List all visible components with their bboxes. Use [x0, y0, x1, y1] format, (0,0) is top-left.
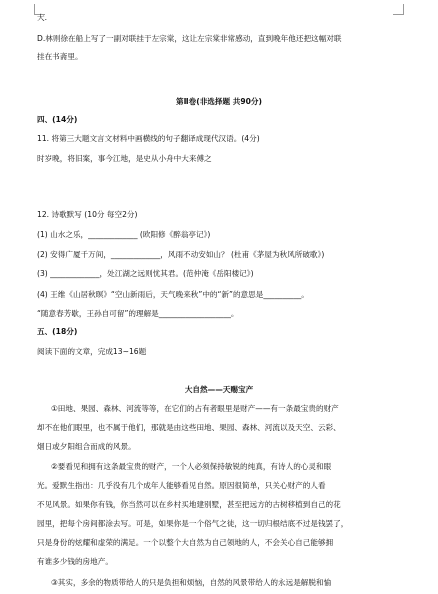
paragraph-2-line-5: 只是身份的炫耀和虚荣的满足。一个以整个大自然为自己领地的人，不会关心自己能够拥 — [37, 538, 334, 547]
question-12-item-2: (2) 安得广厦千万间，_____________，风雨不动安如山？ (杜甫《茅屋为秋风所破歌》) — [37, 250, 325, 259]
crop-mark-top-right — [393, 4, 404, 15]
section-5-header: 五、(18分) — [37, 327, 78, 336]
option-c-continuation: 大. — [37, 13, 48, 22]
question-11: 11. 将第三大题文言文材料中画横线的句子翻译成现代汉语。(4分) — [37, 134, 260, 143]
question-12-item-4b: “随意春芳歇，王孙自可留”的理解是___________________。 — [37, 309, 239, 318]
paragraph-3-line-1: ③其实，多余的物质带给人的只是负担和烦恼，自然的风景带给人的永远是解脱和愉 — [51, 578, 332, 587]
paragraph-2-line-4: 园里，把每个房间都涂去写。可是，如果你是一个俗气之徒，这一切归根结底不过是钱罢了， — [37, 519, 349, 528]
paragraph-1-line-2: 却不在他们眼里，也不属于他们，那就是由这些田地、果园、森林、河流以及天空、云彩、 — [37, 423, 341, 432]
article-title: 大自然——天赐宝产 — [184, 385, 254, 394]
section-5-instructions: 阅读下面的文章，完成13~16题 — [37, 347, 147, 356]
paragraph-2-line-3: 不见风景。如果你有钱，你当然可以在乡村买地建别墅，甚至把远方的古树移植到自己的花 — [37, 500, 341, 509]
section-2-title: 第Ⅱ卷(非选择题 共90分) — [176, 97, 262, 106]
paragraph-2-line-1: ②要看见和拥有这条最宝贵的财产，一个人必须保持敏锐的纯真，有诗人的心灵和眼 — [51, 462, 332, 471]
paragraph-1-line-1: ①田地、果园、森林、河流等等，在它们的占有者眼里是财产——有一条最宝贵的财产 — [51, 404, 339, 413]
paragraph-2-line-6: 有谁多少钱的房地产。 — [37, 557, 113, 566]
question-12: 12. 诗歌默写 (10分 每空2分) — [37, 210, 138, 219]
question-12-item-3: (3) _____________，处江湖之远则忧其君。(范仲淹《岳阳楼记》) — [37, 269, 254, 278]
paragraph-2-line-2: 光。爱默生指出：几乎没有几个成年人能够看见自然。原因很简单，只关心财产的人看 — [37, 481, 326, 490]
paragraph-1-line-3: 烟日或夕阳组合而成的风景。 — [37, 442, 136, 451]
question-11-sentence: 时岁晚，将旧案，事今江地，是史从小舟中大来傅之 — [37, 154, 212, 163]
question-12-item-1: (1) 山水之乐，_____________ (欧阳修《醉翁亭记》) — [37, 230, 211, 239]
section-4-header: 四、(14分) — [37, 115, 78, 124]
option-d-line-1: D.林则徐在船上写了一副对联挂于左宗棠，这让左宗棠非常感动，直到晚年他还把这幅对联 — [37, 34, 342, 43]
option-d-line-2: 挂在书斋里。 — [37, 52, 83, 61]
question-12-item-4a: (4) 王维《山居秋暝》“空山新雨后，天气晚来秋”中的“新”的意思是__________。 — [37, 290, 309, 299]
